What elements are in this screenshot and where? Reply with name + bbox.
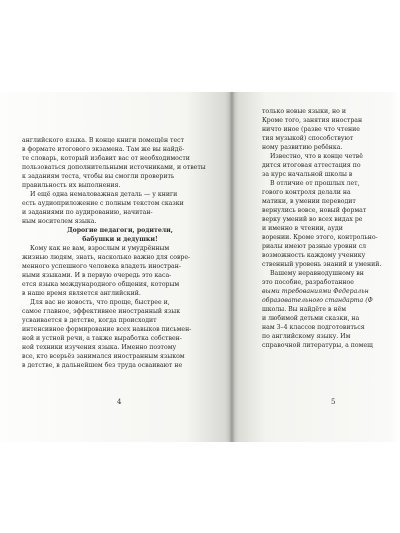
text-line: справочной литературы, а помещ (262, 342, 373, 349)
text-line: ной и устной речи, а также выработка собствен- (22, 335, 182, 342)
text-line: есть аудиоприложение с полным текстом сказки (22, 200, 184, 207)
left-page (0, 92, 232, 442)
text-line: вернулись вовсе, новый формат (262, 207, 367, 214)
text-line: Кроме того, занятия иностран (262, 117, 363, 124)
text-line: тия музыкой) способствуют (262, 135, 354, 142)
text-line-italic: выми требованиями Федеральн (262, 288, 369, 295)
paragraph-first-line: И ещё одна немаловажная деталь — у книги (30, 191, 178, 198)
paragraph-first-line: Вашему неравнодушному вн (270, 270, 364, 277)
text-line: интенсивное формирование всех навыков письмен- (22, 326, 192, 333)
right-page-number: 5 (331, 398, 336, 406)
text-line: пользоваться дополнительными источниками, и ответы (22, 164, 206, 171)
text-line: верку умений во всех видах ре (262, 216, 363, 223)
text-line: английского языка. В конце книги помещён тест (22, 137, 185, 144)
text-line: в наше время является английский. (22, 290, 141, 297)
text-line: за курс начальной школы в (262, 171, 353, 178)
text-line: к заданиям теста, чтобы вы смогли проверить (22, 173, 175, 180)
text-line: дится итоговая аттестация по (262, 162, 361, 169)
right-page (232, 92, 400, 442)
text-line: и заданиями по аудированию, начитан- (22, 209, 153, 216)
text-line: это пособие, разработанное (262, 279, 354, 286)
paragraph-first-line: В отличие от прошлых лет, (270, 180, 360, 187)
text-line: усваивается в детстве, когда происходит (22, 317, 157, 324)
text-line: самое главное, эффективнее иностранный язык (22, 308, 181, 315)
text-line: по английскому языку. Им (262, 333, 351, 340)
section-heading: Дорогие педагоги, родители, (67, 227, 173, 234)
text-line: возможность каждому ученику (262, 252, 366, 259)
text-line: ственный уровень знаний и умений. (262, 261, 382, 268)
text-line: правильность их выполнения. (22, 182, 121, 189)
text-line: все, кто всерьёз занимался иностранным языком (22, 353, 185, 360)
text-line: в детстве, в дальнейшем без труда осваивают не (22, 362, 183, 369)
text-line: ными языками. И в первую очередь это каса- (22, 272, 172, 279)
left-page-text (22, 136, 218, 370)
text-line: гового контроля делали на (262, 189, 351, 196)
book-gutter (229, 92, 235, 442)
text-line: ничто иное (разве что чтение (262, 126, 360, 133)
right-page-text (262, 107, 400, 350)
text-line: школы. Вы найдёте в нём (262, 306, 347, 313)
text-line: риалы имеют разные уровни сл (262, 243, 367, 250)
open-book (0, 92, 400, 442)
text-line: жизнью людям, знать, насколько важно для совре- (22, 254, 191, 261)
text-line: в формате итогового экзамена. Там же вы найдё- (22, 146, 185, 153)
text-line: ным носителем языка. (22, 218, 97, 225)
page-edge-fade (390, 92, 400, 442)
text-line: ной техники изучения языка. Именно поэтому (22, 344, 177, 351)
section-heading: бабушки и дедушки! (82, 236, 158, 243)
text-line: и именно в чтении, ауди (262, 225, 343, 232)
text-line: нам 3–4 классов подготовиться (262, 324, 365, 331)
paragraph-first-line: Известно, что в конце четвё (270, 153, 363, 160)
text-line: и любимой детьми сказки, на (262, 315, 360, 322)
text-line: матики, в умении переводит (262, 198, 356, 205)
left-page-number: 4 (117, 398, 122, 406)
text-line: ному развитию ребёнка. (262, 144, 343, 151)
paragraph-first-line: Для вас не новость, что проще, быстрее и, (30, 299, 170, 306)
text-line-italic: образовательного стандарта (Ф (262, 297, 373, 304)
paragraph-first-line: Кому как не вам, взрослым и умудрённым (30, 245, 170, 252)
text-line: ворении. Кроме этого, контрольно- (262, 234, 378, 241)
text-line: ется языка международного общения, которым (22, 281, 180, 288)
text-line: только новые языки, но и (262, 108, 346, 115)
text-line: менного успешного человека владеть иностран- (22, 263, 181, 270)
text-line: те словарь, который избавит вас от необходимости (22, 155, 190, 162)
